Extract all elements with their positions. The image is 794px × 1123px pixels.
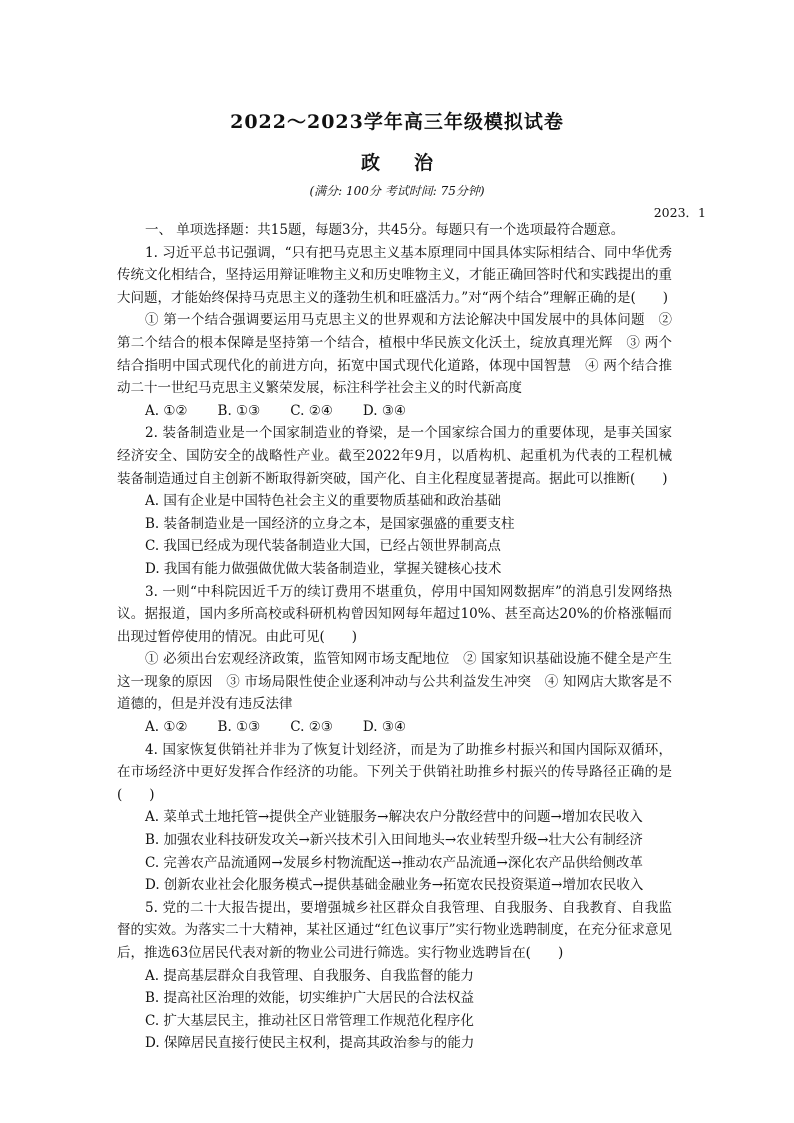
question-1-stem: 1. 习近平总书记强调，“只有把马克思主义基本原理同中国具体实际相结合、同中华优秀传统文化相结合，坚持运用辩证唯物主义和历史唯物主义，才能正确回答时代和实践提出的重大问题，才能始终保持马克思主义的蓬勃生机和旺盛活力。”对“两个结合”理解正确的是( ) [117,244,672,306]
question-5-stem: 5. 党的二十大报告提出，要增强城乡社区群众自我管理、自我服务、自我教育、自我监督的实效。为落实二十大精神，某社区通过“红色议事厅”实行物业选聘制度，在充分征求意见后，推选63位居民代表对新的物业公司进行筛选。实行物业选聘旨在( ) [117,899,672,961]
option: D. ③④ [362,719,407,736]
option: D. 创新农业社会化服务模式→提供基础金融业务→拓宽农民投资渠道→增加农民收入 [145,877,644,894]
option: A. ①② [145,402,188,419]
option: C. 完善农产品流通网→发展乡村物流配送→推动农产品流通→深化农产品供给侧改革 [145,854,643,871]
exam-content [117,219,672,1055]
exam-meta: (满分: 100分 考试时间: 75分钟) [309,184,485,198]
question-3-stem: 3. 一则“中科院因近千万的续订费用不堪重负，停用中国知网数据库”的消息引发网络热议。据报道，国内多所高校或科研机构曾因知网每年超过10%、甚至高达20%的价格涨幅而出现过暂停使用的情况。由此可见( ) [117,583,672,645]
option: B. 加强农业科技研发攻关→新兴技术引入田间地头→农业转型升级→壮大公有制经济 [145,832,643,849]
question-1-statements: ① 第一个结合强调要运用马克思主义的世界观和方法论解决中国发展中的具体问题 ② 第二个结合的根本保障是坚持第一个结合，植根中华民族文化沃土，绽放真理光辉 ③ 两个结合指明中国式现代化的前进方向，拓宽中国式现代化道路，体现中国智慧 ④ 两个结合推动二十一世纪马克思主义繁荣发展，标注科学社会主义的时代新高度 [117,312,672,397]
exam-date: 2023．1 [653,205,706,220]
question-4-stem: 4. 国家恢复供销社并非为了恢复计划经济，而是为了助推乡村振兴和国内国际双循环，在市场经济中更好发挥合作经济的功能。下列关于供销社助推乡村振兴的传导路径正确的是( ) [117,741,672,803]
option: B. 提高社区治理的效能，切实维护广大居民的合法权益 [145,990,475,1007]
subject-title: 政治 [360,152,467,174]
option: D. 我国有能力做强做优做大装备制造业，掌握关键核心技术 [145,560,502,577]
option: A. ①② [145,719,188,736]
option: B. ①③ [217,402,261,419]
section-heading: 一、 单项选择题：共15题，每题3分，共45分。每题只有一个选项最符合题意。 [145,222,625,238]
question-3-statements: ① 必须出台宏观经济政策，监管知网市场支配地位 ② 国家知识基础设施不健全是产生这一现象的原因 ③ 市场局限性使企业逐利冲动与公共利益发生冲突 ④ 知网店大欺客是不道德的，但是并没有违反法律 [117,651,672,713]
question-1-options [117,400,672,423]
option: B. 装备制造业是一国经济的立身之本，是国家强盛的重要支柱 [145,515,515,532]
exam-title: 2022～2023学年高三年级模拟试卷 [230,111,564,133]
option: C. 我国已经成为现代装备制造业大国，已经占领世界制高点 [145,538,501,555]
option: C. ②④ [290,402,333,419]
option: D. 保障居民直接行使民主权利，提高其政治参与的能力 [145,1035,475,1052]
option: A. 国有企业是中国特色社会主义的重要物质基础和政治基础 [145,493,501,510]
option: C. 扩大基层民主，推动社区日常管理工作规范化程序化 [145,1012,474,1029]
option: C. ②③ [290,719,333,736]
option: A. 提高基层群众自我管理、自我服务、自我监督的能力 [145,967,474,984]
question-3-options [117,716,672,739]
option: A. 菜单式土地托管→提供全产业链服务→解决农户分散经营中的问题→增加农民收入 [145,809,643,826]
option: B. ①③ [217,719,261,736]
question-2-stem: 2. 装备制造业是一个国家制造业的脊梁，是一个国家综合国力的重要体现，是事关国家经济安全、国防安全的战略性产业。截至2022年9月，以盾构机、起重机为代表的工程机械装备制造通过自主创新不断取得新突破，国产化、自主化程度显著提高。据此可以推断( ) [117,425,672,487]
option: D. ③④ [362,402,407,419]
